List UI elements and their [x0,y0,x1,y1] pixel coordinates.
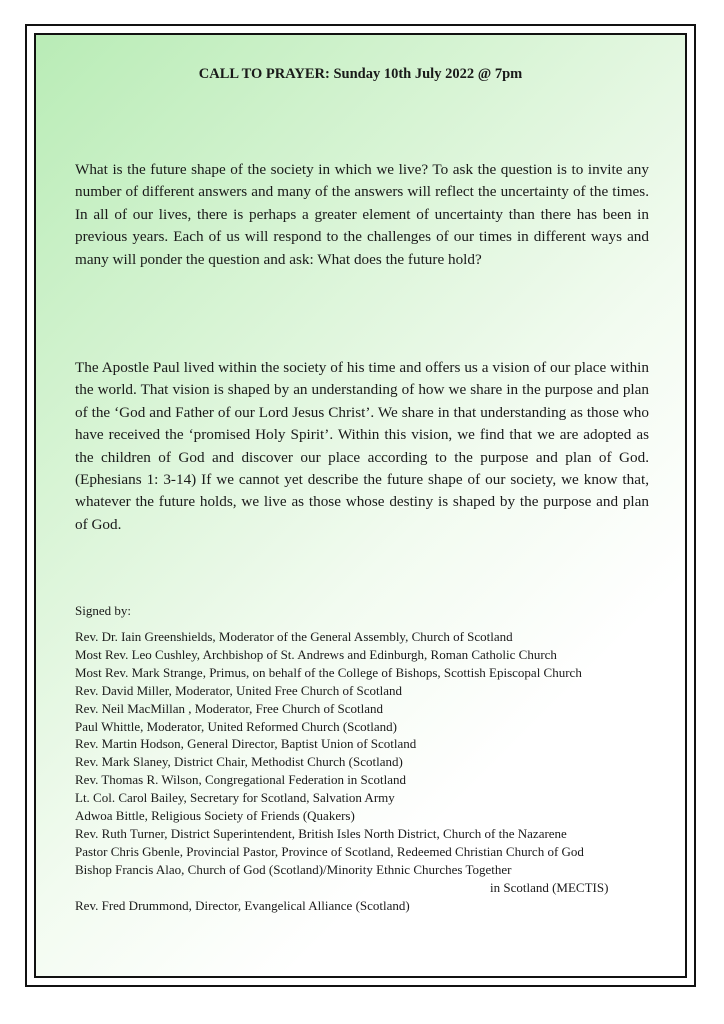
signatory-item: Paul Whittle, Moderator, United Reformed Church (Scotland) [75,718,397,734]
signatory-item: Rev. Neil MacMillan , Moderator, Free Church of Scotland [75,700,384,716]
paragraph-future-shape: What is the future shape of the society in which we live? To ask the question is to invite any number of different answers and many of the answers will reflect the uncertainty of the times. In all of our lives, there is perhaps a greater element of uncertainty than there has been in previous years. Each of us will respond to the challenges of our times in different ways and many will ponder the question and ask: What does the future hold? [75,161,649,268]
signatory-item: Lt. Col. Carol Bailey, Secretary for Scotland, Salvation Army [75,790,395,806]
signatory-item: Rev. Dr. Iain Greenshields, Moderator of the General Assembly, Church of Scotland [75,629,513,644]
signatory-item-continuation: in Scotland (MECTIS) [490,879,609,895]
signatory-item: Most Rev. Mark Strange, Primus, on behalf of the College of Bishops, Scottish Episcopal Church [75,664,582,680]
signatory-item: Rev. Ruth Turner, District Superintendent, British Isles North District, Church of the Nazarene [75,825,567,841]
signatory-item: Rev. David Miller, Moderator, United Free Church of Scotland [75,682,403,698]
signatories-list [75,628,655,915]
signatory-item: Rev. Mark Slaney, District Chair, Methodist Church (Scotland) [75,754,403,770]
signatory-item: Rev. Thomas R. Wilson, Congregational Federation in Scotland [75,772,407,788]
signatory-item: Pastor Chris Gbenle, Provincial Pastor, Province of Scotland, Redeemed Christian Church of God [75,843,584,859]
signatory-item: Most Rev. Leo Cushley, Archbishop of St. Andrews and Edinburgh, Roman Catholic Church [75,646,557,662]
signatory-item: Rev. Fred Drummond, Director, Evangelical Alliance (Scotland) [75,897,410,913]
page-title: CALL TO PRAYER: Sunday 10th July 2022 @ 7pm [198,66,523,82]
signatory-item: Rev. Martin Hodson, General Director, Baptist Union of Scotland [75,736,417,752]
paragraph-apostle-paul: The Apostle Paul lived within the society of his time and offers us a vision of our place within the world. That vision is shaped by an understanding of how we share in the purpose and plan of the ‘God and Father of our Lord Jesus Christ’. We share in that understanding as those who have received the ‘promised Holy Spirit’. Within this vision, we find that we are adopted as the children of God and discover our place according to the purpose and plan of God. (Ephesians 1: 3-14) If we cannot yet describe the future shape of our society, we know that, whatever the future holds, we live as those whose destiny is shaped by the purpose and plan of God. [75,359,649,533]
signed-by-label: Signed by: [75,603,131,618]
signatory-item: Adwoa Bittle, Religious Society of Friends (Quakers) [75,808,355,824]
signatory-item: Bishop Francis Alao, Church of God (Scotland)/Minority Ethnic Churches Together [75,861,512,877]
